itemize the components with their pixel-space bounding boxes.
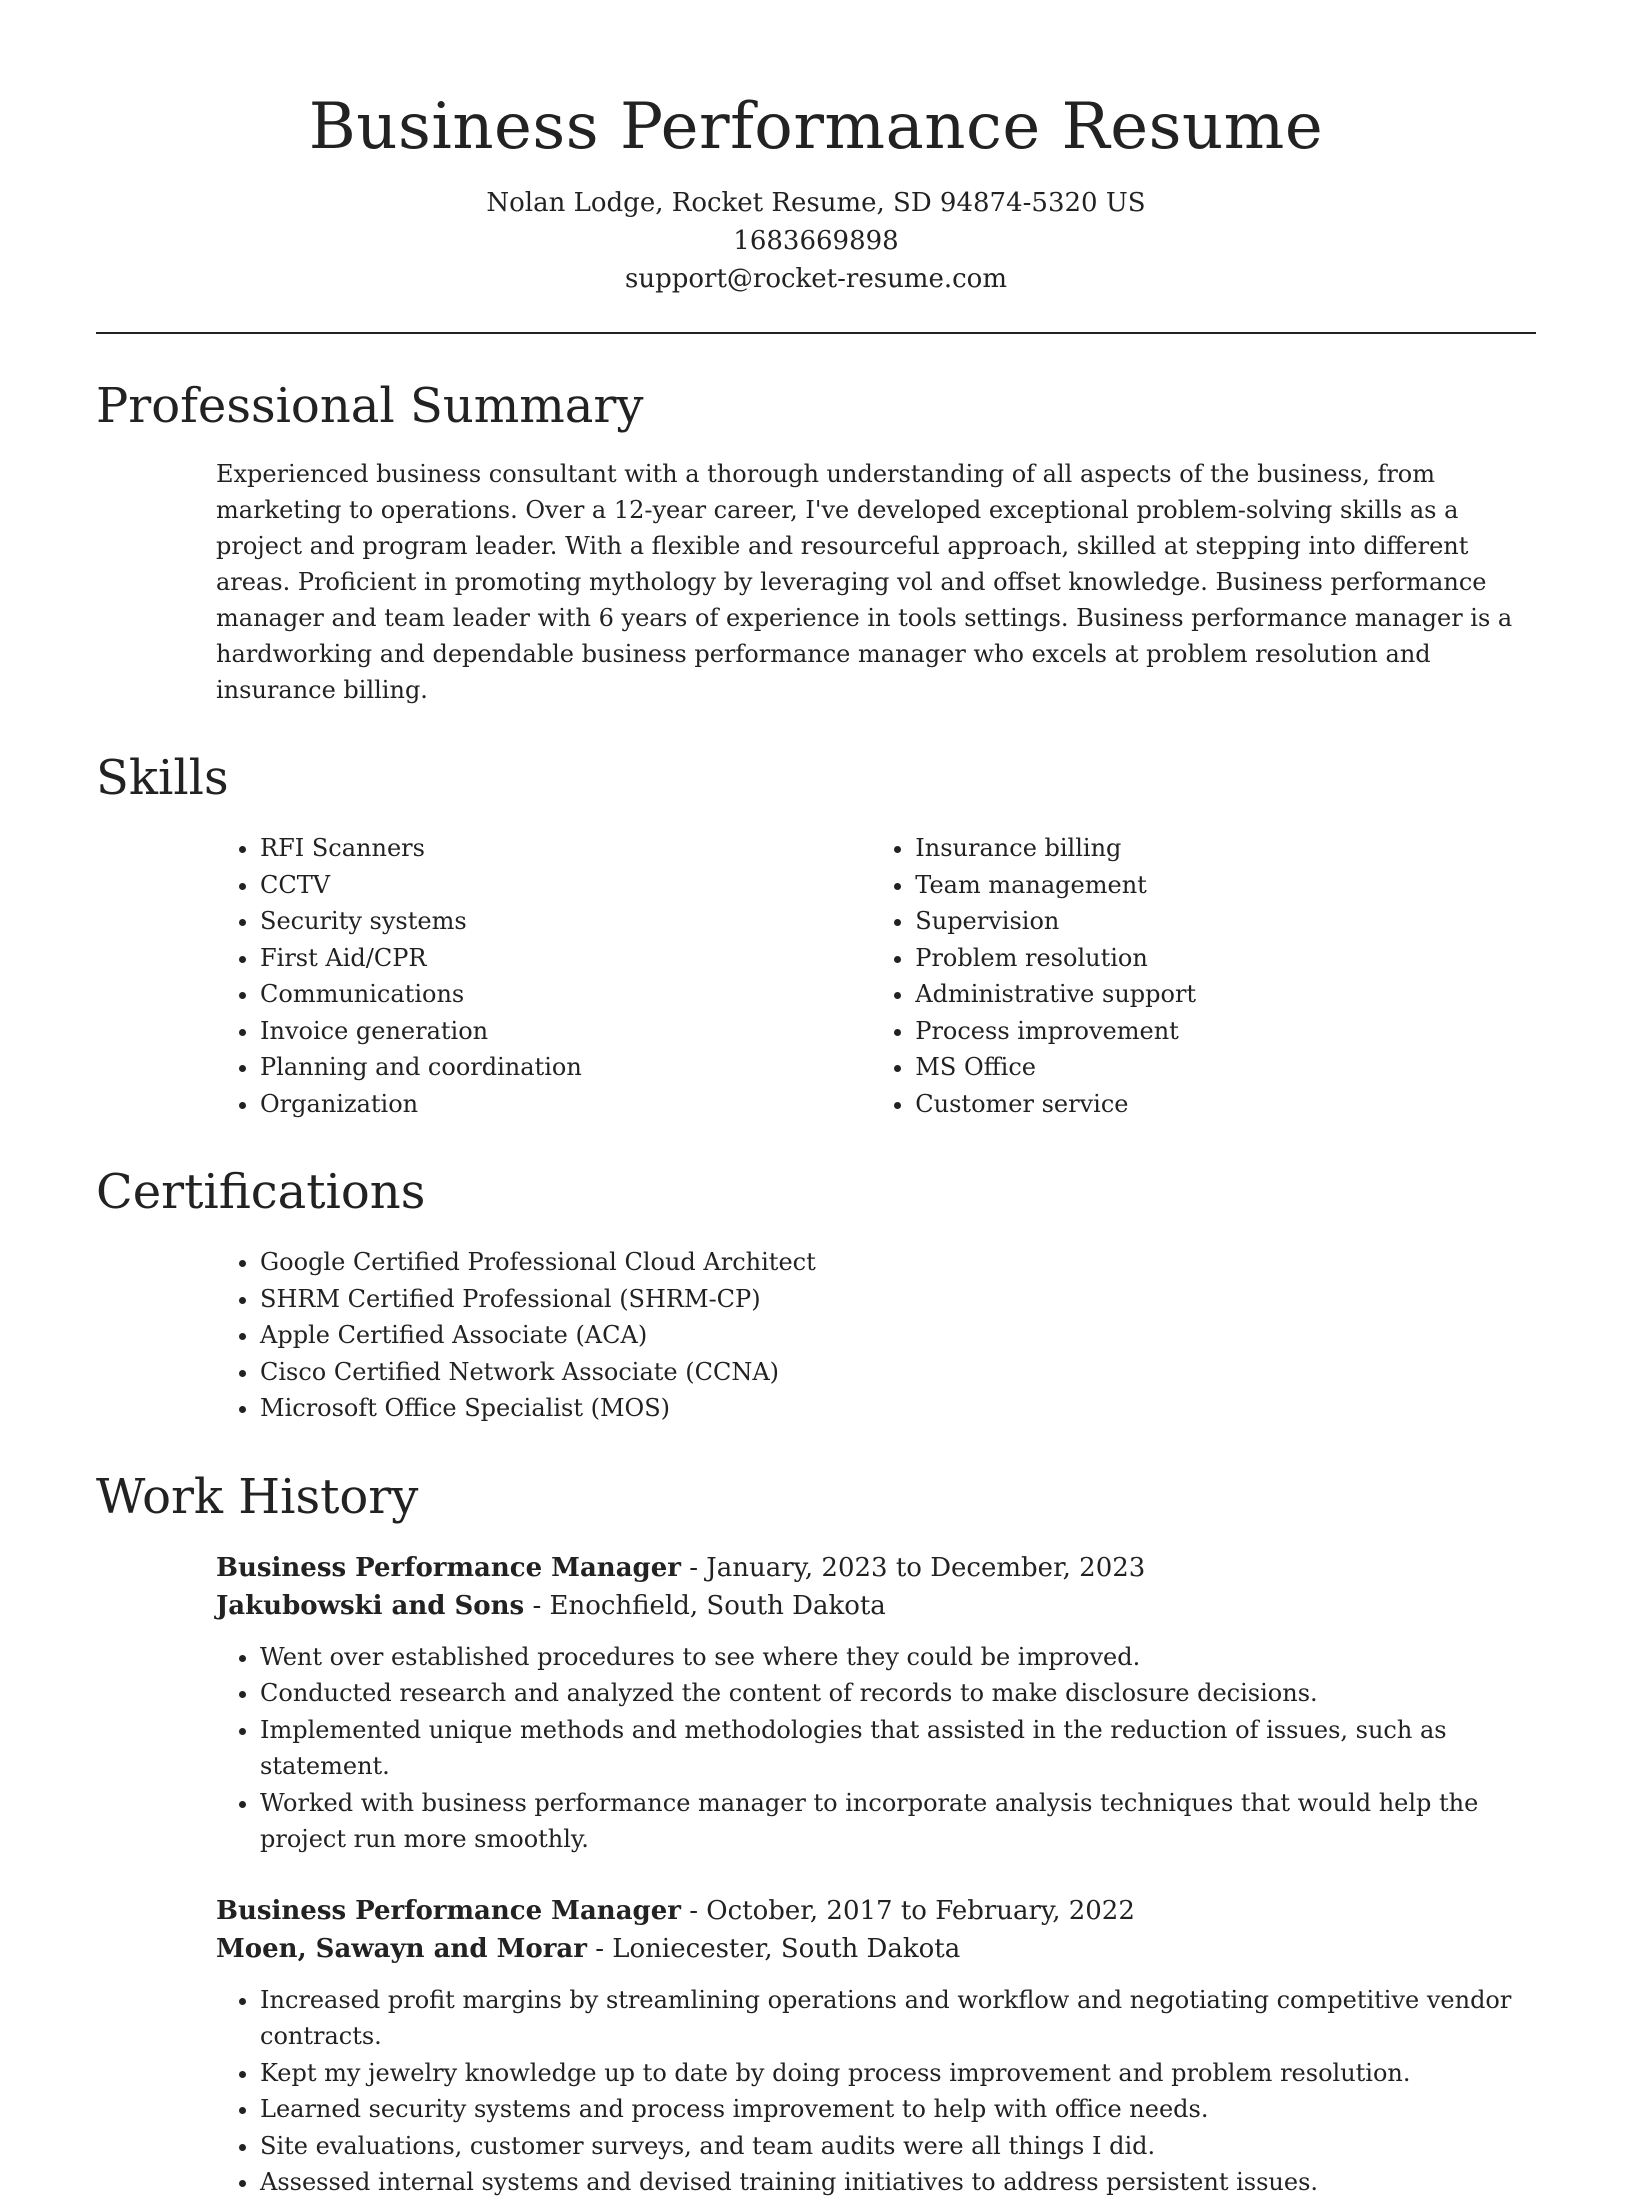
skill-item: • Supervision (915, 903, 1536, 940)
contact-block (96, 184, 1536, 298)
certification-item: • Apple Certified Associate (ACA) (260, 1317, 1536, 1354)
summary-text: Experienced business consultant with a thorough understanding of all aspects of the business, from marketing to operations. Over a 12-year career, I've developed exceptional problem-solving skills as a project and program leader. With a flexible and resourceful approach, skilled at stepping into different areas. Proficient in promoting mythology by leveraging vol and offset knowledge. Business performance manager and team leader with 6 years of experience in tools settings. Business performance manager is a hardworking and dependable business performance manager who excels at problem resolution and insurance billing. (216, 460, 1513, 704)
job-bullets (216, 1639, 1536, 1858)
skill-item: • Security systems (260, 903, 871, 940)
skills-list-left (216, 830, 871, 1122)
skill-item: • Administrative support (915, 976, 1536, 1013)
skills-columns (96, 830, 1536, 1122)
job-company-line: Moen, Sawayn and Morar - Loniecester, South Dakota (216, 1933, 961, 1964)
certification-item: • SHRM Certified Professional (SHRM-CP) (260, 1281, 1536, 1318)
skill-item: • Process improvement (915, 1013, 1536, 1050)
summary-heading: Professional Summary (96, 378, 644, 434)
skill-item: • RFI Scanners (260, 830, 871, 867)
work-history-section (96, 1467, 1536, 2201)
skill-item: • Problem resolution (915, 940, 1536, 977)
job-title-line: Business Performance Manager - January, 2023 to December, 2023 (216, 1552, 1146, 1583)
skill-item: • Communications (260, 976, 871, 1013)
skills-section (96, 748, 1536, 1122)
contact-address: Nolan Lodge, Rocket Resume, SD 94874-5320 US (486, 188, 1146, 218)
skill-item: • Planning and coordination (260, 1049, 871, 1086)
contact-email: support@rocket-resume.com (624, 264, 1007, 294)
job-location: Enochfield, South Dakota (549, 1590, 886, 1621)
skill-item: • Customer service (915, 1086, 1536, 1123)
certifications-section (96, 1162, 1536, 1427)
resume-page (96, 0, 1536, 2201)
job-bullet: • Learned security systems and process improvement to help with office needs. (260, 2091, 1536, 2128)
header-divider (96, 332, 1536, 334)
job-entry (96, 1549, 1536, 1858)
skill-item: • Insurance billing (915, 830, 1536, 867)
certifications-heading: Certifications (96, 1164, 426, 1220)
job-bullets (216, 1982, 1536, 2201)
contact-phone: 1683669898 (733, 226, 899, 256)
job-dates: January, 2023 to December, 2023 (706, 1552, 1146, 1583)
skills-heading: Skills (96, 750, 229, 806)
job-bullet: • Went over established procedures to see where they could be improved. (260, 1639, 1536, 1676)
certifications-list (216, 1244, 1536, 1427)
job-bullet: • Kept my jewelry knowledge up to date by doing process improvement and problem resolution. (260, 2055, 1536, 2092)
skill-item: • MS Office (915, 1049, 1536, 1086)
certification-item: • Google Certified Professional Cloud Architect (260, 1244, 1536, 1281)
resume-title: Business Performance Resume (308, 90, 1324, 164)
skill-item: • First Aid/CPR (260, 940, 871, 977)
certification-item: • Microsoft Office Specialist (MOS) (260, 1390, 1536, 1427)
skill-item: • Invoice generation (260, 1013, 871, 1050)
job-title: Business Performance Manager (216, 1552, 681, 1583)
job-title: Business Performance Manager (216, 1895, 681, 1926)
job-bullet: • Site evaluations, customer surveys, and team audits were all things I did. (260, 2128, 1536, 2165)
skill-item: • Team management (915, 867, 1536, 904)
job-dates: October, 2017 to February, 2022 (706, 1895, 1135, 1926)
skills-list-right (871, 830, 1536, 1122)
job-bullet: • Implemented unique methods and methodologies that assisted in the reduction of issues, such as statement. (260, 1712, 1536, 1785)
summary-section (96, 376, 1536, 708)
certification-item: • Cisco Certified Network Associate (CCNA) (260, 1354, 1536, 1391)
job-entry (96, 1892, 1536, 2201)
job-bullet: • Worked with business performance manager to incorporate analysis techniques that would help the project run more smoothly. (260, 1785, 1536, 1858)
job-company: Moen, Sawayn and Morar (216, 1933, 587, 1964)
job-title-line: Business Performance Manager - October, 2017 to February, 2022 (216, 1895, 1135, 1926)
job-bullet: • Assessed internal systems and devised training initiatives to address persistent issues. (260, 2164, 1536, 2201)
work-history-heading: Work History (96, 1468, 419, 1525)
skill-item: • CCTV (260, 867, 871, 904)
job-company: Jakubowski and Sons (216, 1590, 525, 1621)
job-company-line: Jakubowski and Sons - Enochfield, South Dakota (216, 1590, 886, 1621)
job-bullet: • Increased profit margins by streamlining operations and workflow and negotiating competitive vendor contracts. (260, 1982, 1536, 2055)
certifications-block (96, 1244, 1536, 1427)
job-bullet: • Conducted research and analyzed the content of records to make disclosure decisions. (260, 1675, 1536, 1712)
resume-header (96, 0, 1536, 298)
job-location: Loniecester, South Dakota (612, 1933, 961, 1964)
skill-item: • Organization (260, 1086, 871, 1123)
